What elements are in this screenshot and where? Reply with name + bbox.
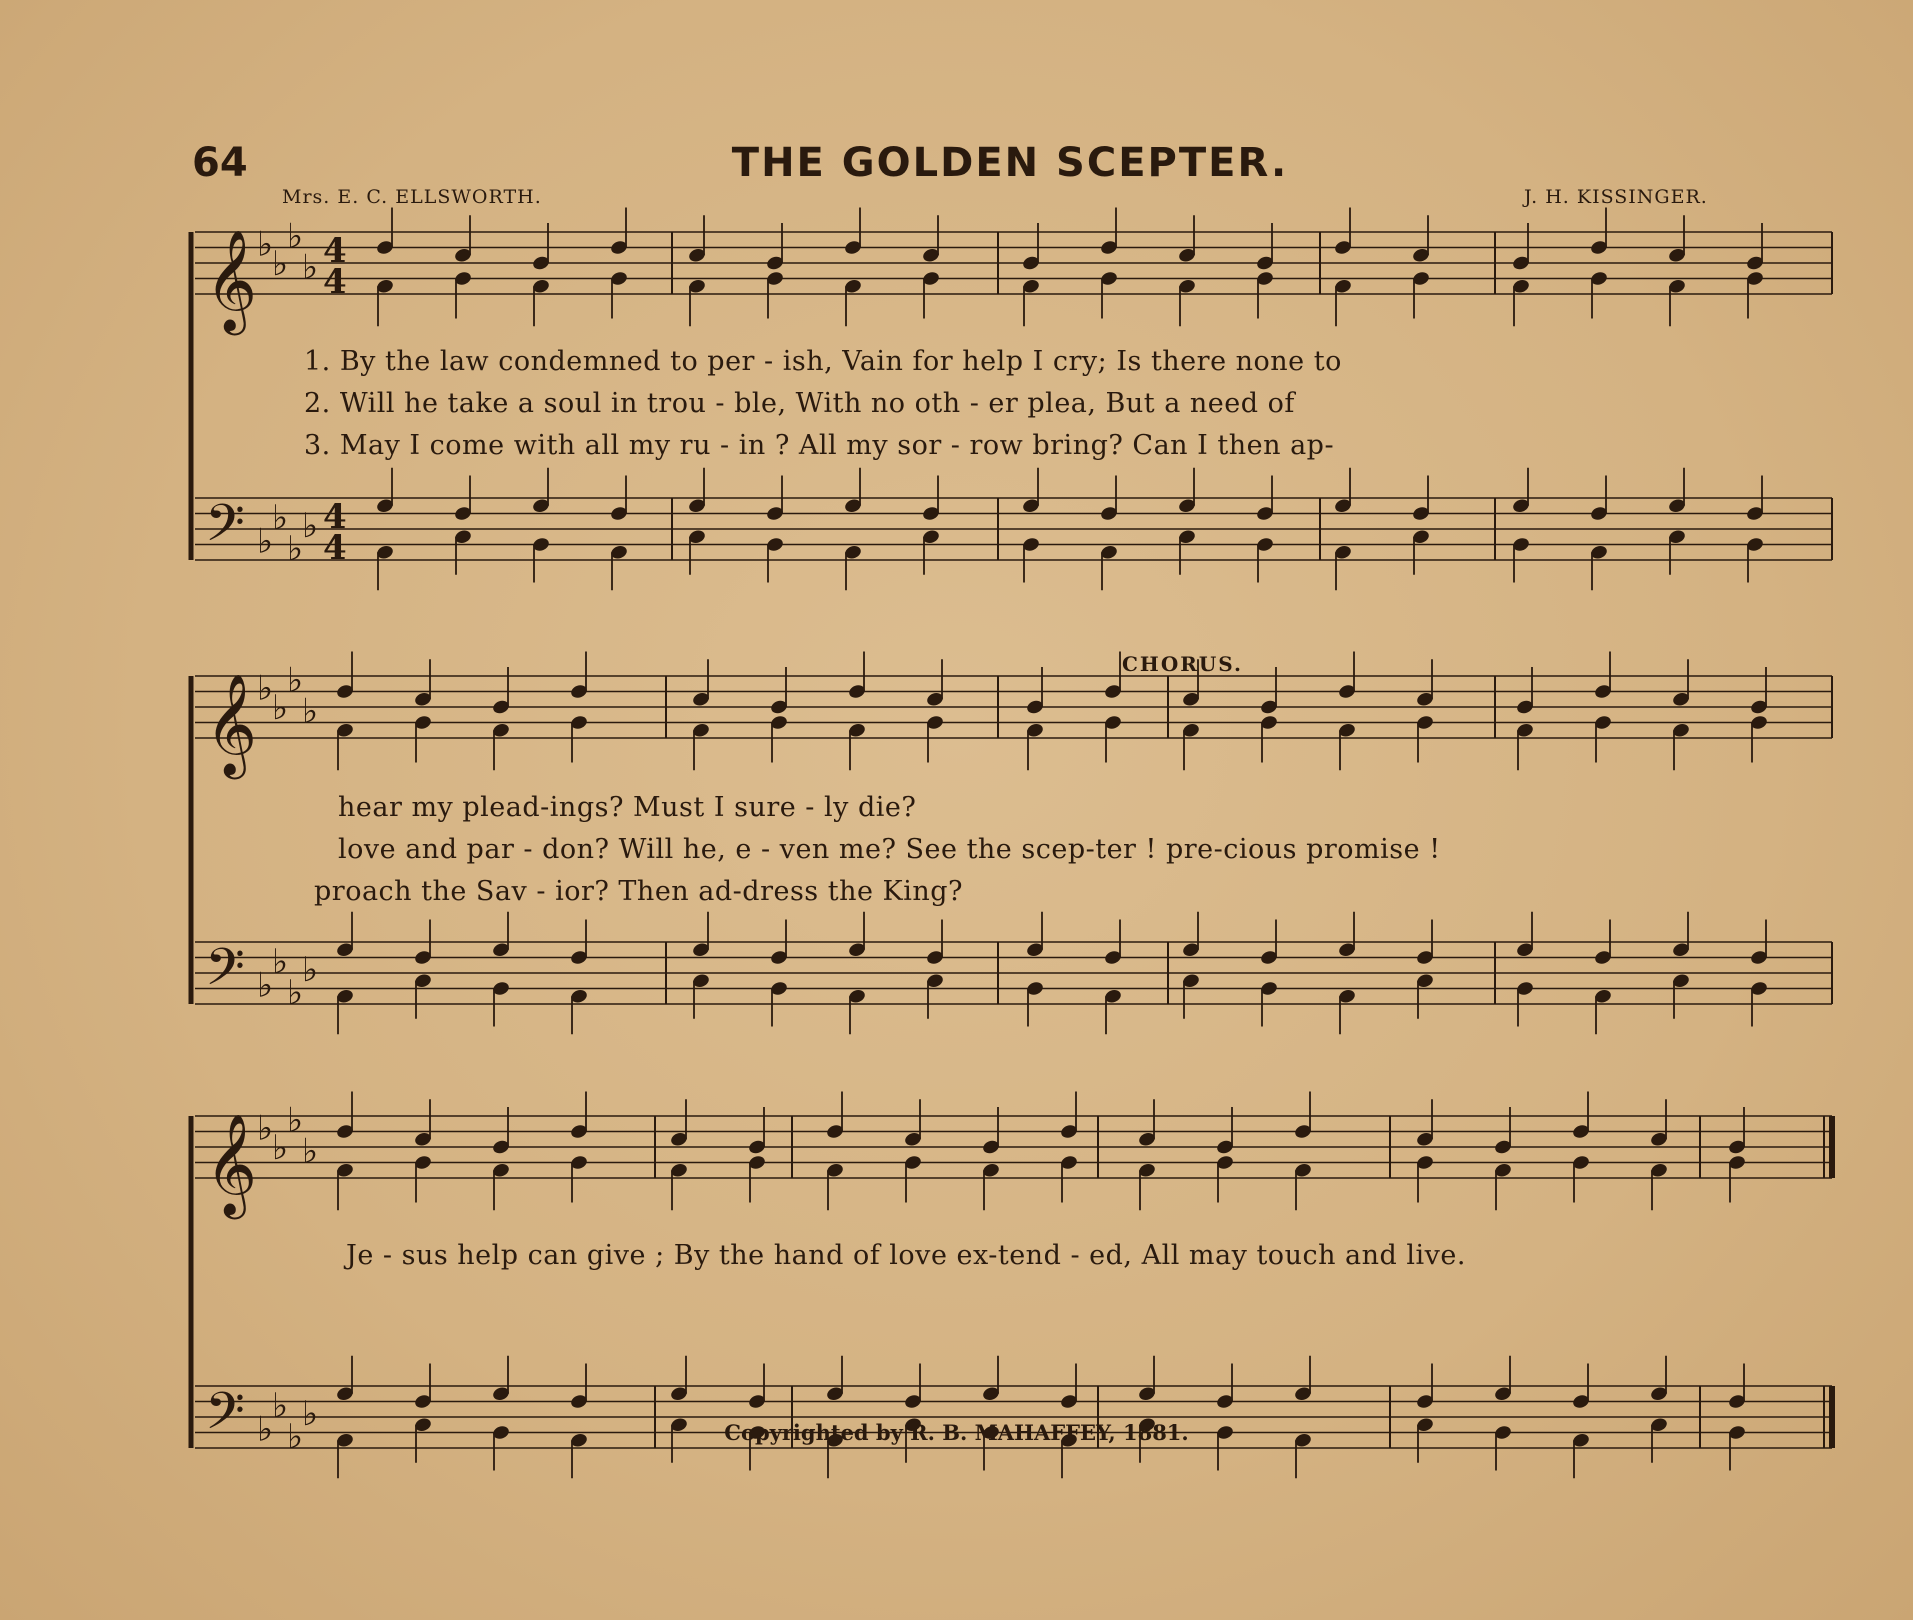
- flat-sign-icon: ♭: [257, 668, 274, 709]
- copyright-notice: Copyrighted by R. B. MAHAFFEY, 1881.: [724, 1420, 1189, 1445]
- bass-clef-icon: 𝄢: [205, 936, 245, 1010]
- flat-sign-icon: ♭: [257, 224, 274, 265]
- flat-sign-icon: ♭: [257, 521, 274, 562]
- system2-verse2-lyrics: love and par - don? Will he, e - ven me? See the scep-ter ! pre-cious promise !: [338, 834, 1441, 865]
- composer-credit: J. H. KISSINGER.: [1524, 186, 1708, 208]
- time-signature-top: 4: [323, 231, 347, 271]
- flat-sign-icon: ♭: [272, 1386, 289, 1426]
- flat-sign-icon: ♭: [302, 505, 319, 546]
- lyricist-credit: Mrs. E. C. ELLSWORTH.: [282, 186, 542, 208]
- flat-sign-icon: ♭: [287, 1417, 304, 1457]
- flat-sign-icon: ♭: [287, 529, 304, 569]
- time-signature-bottom: 4: [323, 262, 347, 302]
- bass-clef-icon: 𝄢: [205, 492, 245, 566]
- flat-sign-icon: ♭: [272, 1127, 289, 1168]
- flat-sign-icon: ♭: [257, 1108, 274, 1149]
- treble-clef-icon: 𝄞: [205, 1112, 258, 1215]
- flat-sign-icon: ♭: [287, 660, 304, 701]
- flat-sign-icon: ♭: [272, 243, 289, 284]
- chorus-label: CHORUS.: [1122, 652, 1243, 676]
- flat-sign-icon: ♭: [302, 949, 319, 990]
- flat-sign-icon: ♭: [257, 965, 274, 1006]
- flat-sign-icon: ♭: [272, 687, 289, 728]
- flat-sign-icon: ♭: [287, 973, 304, 1013]
- hymn-title: THE GOLDEN SCEPTER.: [731, 140, 1289, 186]
- flat-sign-icon: ♭: [272, 498, 289, 538]
- time-signature-top: 4: [323, 497, 347, 537]
- system1-verse3-lyrics: 3. May I come with all my ru - in ? All my sor - row bring? Can I then ap-: [304, 430, 1335, 461]
- treble-clef-icon: 𝄞: [205, 228, 258, 331]
- treble-clef-icon: 𝄞: [205, 672, 258, 775]
- page-number: 64: [192, 140, 248, 186]
- system1-verse1-lyrics: 1. By the law condemned to per - ish, Vain for help I cry; Is there none to: [304, 346, 1342, 377]
- flat-sign-icon: ♭: [302, 1393, 319, 1434]
- flat-sign-icon: ♭: [257, 1409, 274, 1450]
- time-signature-bottom: 4: [323, 528, 347, 568]
- system2-verse1-lyrics: hear my plead-ings? Must I sure - ly die?: [338, 792, 917, 823]
- flat-sign-icon: ♭: [302, 1131, 319, 1172]
- flat-sign-icon: ♭: [287, 1100, 304, 1141]
- system1-verse2-lyrics: 2. Will he take a soul in trou - ble, With no oth - er plea, But a need of: [304, 388, 1295, 419]
- flat-sign-icon: ♭: [272, 942, 289, 982]
- system3-lyrics: Je - sus help can give ; By the hand of love ex-tend - ed, All may touch and live.: [346, 1240, 1466, 1271]
- flat-sign-icon: ♭: [302, 691, 319, 732]
- bass-clef-icon: 𝄢: [205, 1380, 245, 1454]
- flat-sign-icon: ♭: [302, 247, 319, 288]
- system2-verse3-lyrics: proach the Sav - ior? Then ad-dress the King?: [314, 876, 963, 907]
- flat-sign-icon: ♭: [287, 216, 304, 257]
